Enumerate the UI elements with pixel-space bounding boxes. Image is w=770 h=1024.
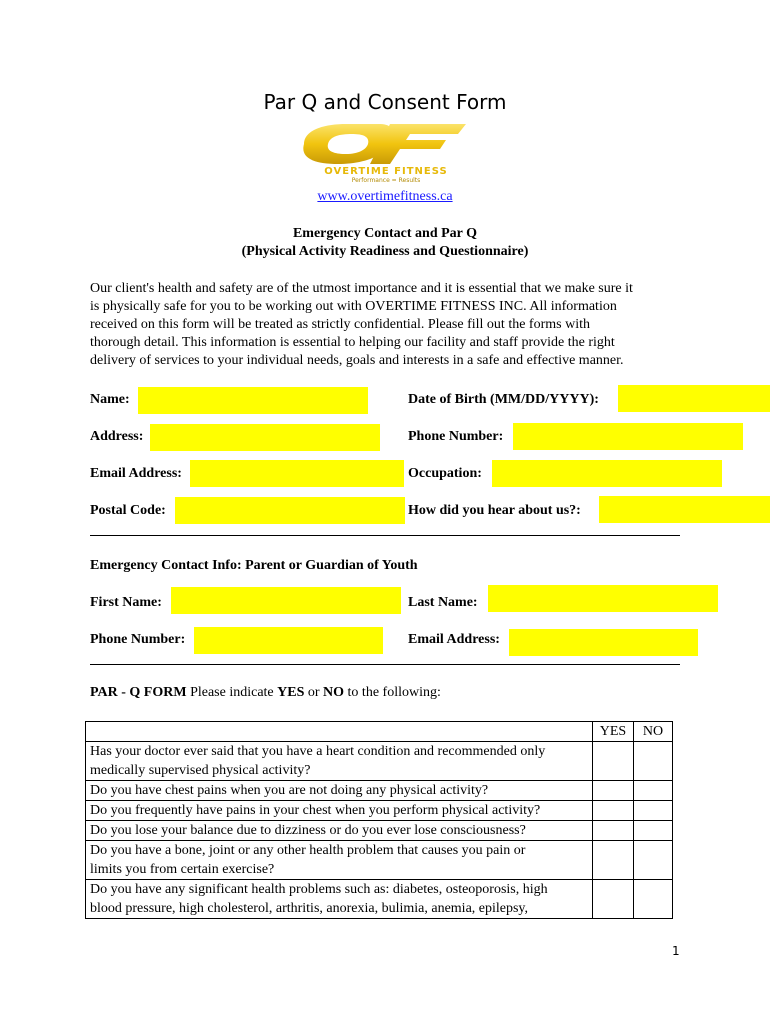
question-cell — [86, 821, 593, 841]
emergency-email-field[interactable] — [509, 629, 698, 656]
parq-no-word: NO — [323, 685, 345, 700]
question-text: blood pressure, high cholesterol, arthritis, anorexia, bulimia, anemia, epilepsy, — [90, 901, 529, 916]
question-cell — [86, 742, 593, 781]
form-title: Par Q and Consent Form — [263, 90, 507, 114]
question-cell — [86, 801, 593, 821]
parq-or-word: or — [304, 685, 324, 700]
yes-cell[interactable] — [593, 841, 634, 880]
table-header-row — [86, 722, 673, 742]
dob-label: Date of Birth (MM/DD/YYYY): — [408, 392, 599, 407]
parq-instruction-end: to the following: — [344, 685, 441, 700]
email-field[interactable] — [190, 460, 404, 487]
occupation-label: Occupation: — [408, 466, 482, 481]
overtime-fitness-logo — [294, 122, 478, 184]
postal-code-field[interactable] — [175, 497, 405, 524]
name-field[interactable] — [138, 387, 368, 414]
dob-field[interactable] — [618, 385, 770, 412]
yes-cell[interactable] — [593, 880, 634, 919]
phone-field[interactable] — [513, 423, 743, 450]
of-logo-icon — [294, 122, 478, 166]
question-text: Do you have chest pains when you are not doing any physical activity? — [90, 783, 489, 798]
parq-yes-word: YES — [277, 685, 305, 700]
no-cell[interactable] — [634, 781, 673, 801]
yes-column-header: YES — [593, 722, 634, 742]
question-text: Has your doctor ever said that you have a heart condition and recommended only — [90, 744, 546, 759]
question-text: medically supervised physical activity? — [90, 763, 311, 778]
divider — [90, 664, 680, 665]
no-cell[interactable] — [634, 841, 673, 880]
question-header-cell — [86, 722, 593, 742]
address-label: Address: — [90, 429, 144, 444]
intro-line: received on this form will be treated as strictly confidential. Please fill out the forms with — [90, 317, 590, 332]
emergency-phone-label: Phone Number: — [90, 632, 186, 647]
question-text: Do you frequently have pains in your chest when you perform physical activity? — [90, 803, 541, 818]
parq-table — [85, 721, 673, 919]
no-column-header: NO — [634, 722, 673, 742]
logo-name: OVERTIME FITNESS — [324, 166, 448, 177]
no-cell[interactable] — [634, 880, 673, 919]
table-row — [86, 781, 673, 801]
question-text: Do you have a bone, joint or any other health problem that causes you pain or — [90, 843, 526, 858]
emergency-heading: Emergency Contact Info: Parent or Guardian of Youth — [90, 558, 418, 573]
intro-line: is physically safe for you to be working out with OVERTIME FITNESS INC. All information — [90, 299, 617, 314]
first-name-label: First Name: — [90, 595, 162, 610]
question-cell — [86, 880, 593, 919]
question-text: limits you from certain exercise? — [90, 862, 275, 877]
referral-field[interactable] — [599, 496, 770, 523]
no-cell[interactable] — [634, 821, 673, 841]
yes-cell[interactable] — [593, 801, 634, 821]
intro-paragraph — [90, 280, 690, 370]
parq-label: PAR - Q FORM — [90, 685, 187, 700]
intro-line: thorough detail. This information is essential to helping our facility and staff provide the right — [90, 335, 615, 350]
yes-cell[interactable] — [593, 821, 634, 841]
section-heading: Emergency Contact and Par Q — [292, 226, 478, 241]
phone-label: Phone Number: — [408, 429, 504, 444]
yes-cell[interactable] — [593, 781, 634, 801]
logo-tagline: Performance = Results — [351, 177, 421, 184]
emergency-email-label: Email Address: — [408, 632, 500, 647]
parq-instruction-text: Please indicate — [186, 685, 278, 700]
question-text: Do you lose your balance due to dizziness or do you ever lose consciousness? — [90, 823, 526, 838]
email-label: Email Address: — [90, 466, 182, 481]
first-name-field[interactable] — [171, 587, 401, 614]
no-cell[interactable] — [634, 742, 673, 781]
table-row — [86, 801, 673, 821]
yes-cell[interactable] — [593, 742, 634, 781]
table-row — [86, 821, 673, 841]
table-row — [86, 841, 673, 880]
question-cell — [86, 841, 593, 880]
postal-code-label: Postal Code: — [90, 503, 166, 518]
page-number: 1 — [672, 944, 680, 958]
address-field[interactable] — [150, 424, 380, 451]
intro-line: Our client's health and safety are of the utmost importance and it is essential that we make sure it — [90, 281, 633, 296]
table-row — [86, 880, 673, 919]
referral-label: How did you hear about us?: — [408, 503, 581, 518]
emergency-phone-field[interactable] — [194, 627, 383, 654]
website-link[interactable]: www.overtimefitness.ca — [317, 189, 453, 204]
table-row — [86, 742, 673, 781]
occupation-field[interactable] — [492, 460, 722, 487]
section-subheading: (Physical Activity Readiness and Questionnaire) — [241, 244, 529, 259]
last-name-field[interactable] — [488, 585, 718, 612]
question-text: Do you have any significant health problems such as: diabetes, osteoporosis, high — [90, 882, 548, 897]
name-label: Name: — [90, 392, 130, 407]
last-name-label: Last Name: — [408, 595, 478, 610]
no-cell[interactable] — [634, 801, 673, 821]
intro-line: delivery of services to your individual needs, goals and interests in a safe and effective manner. — [90, 353, 624, 368]
divider — [90, 535, 680, 536]
parq-instruction — [90, 685, 441, 701]
question-cell — [86, 781, 593, 801]
